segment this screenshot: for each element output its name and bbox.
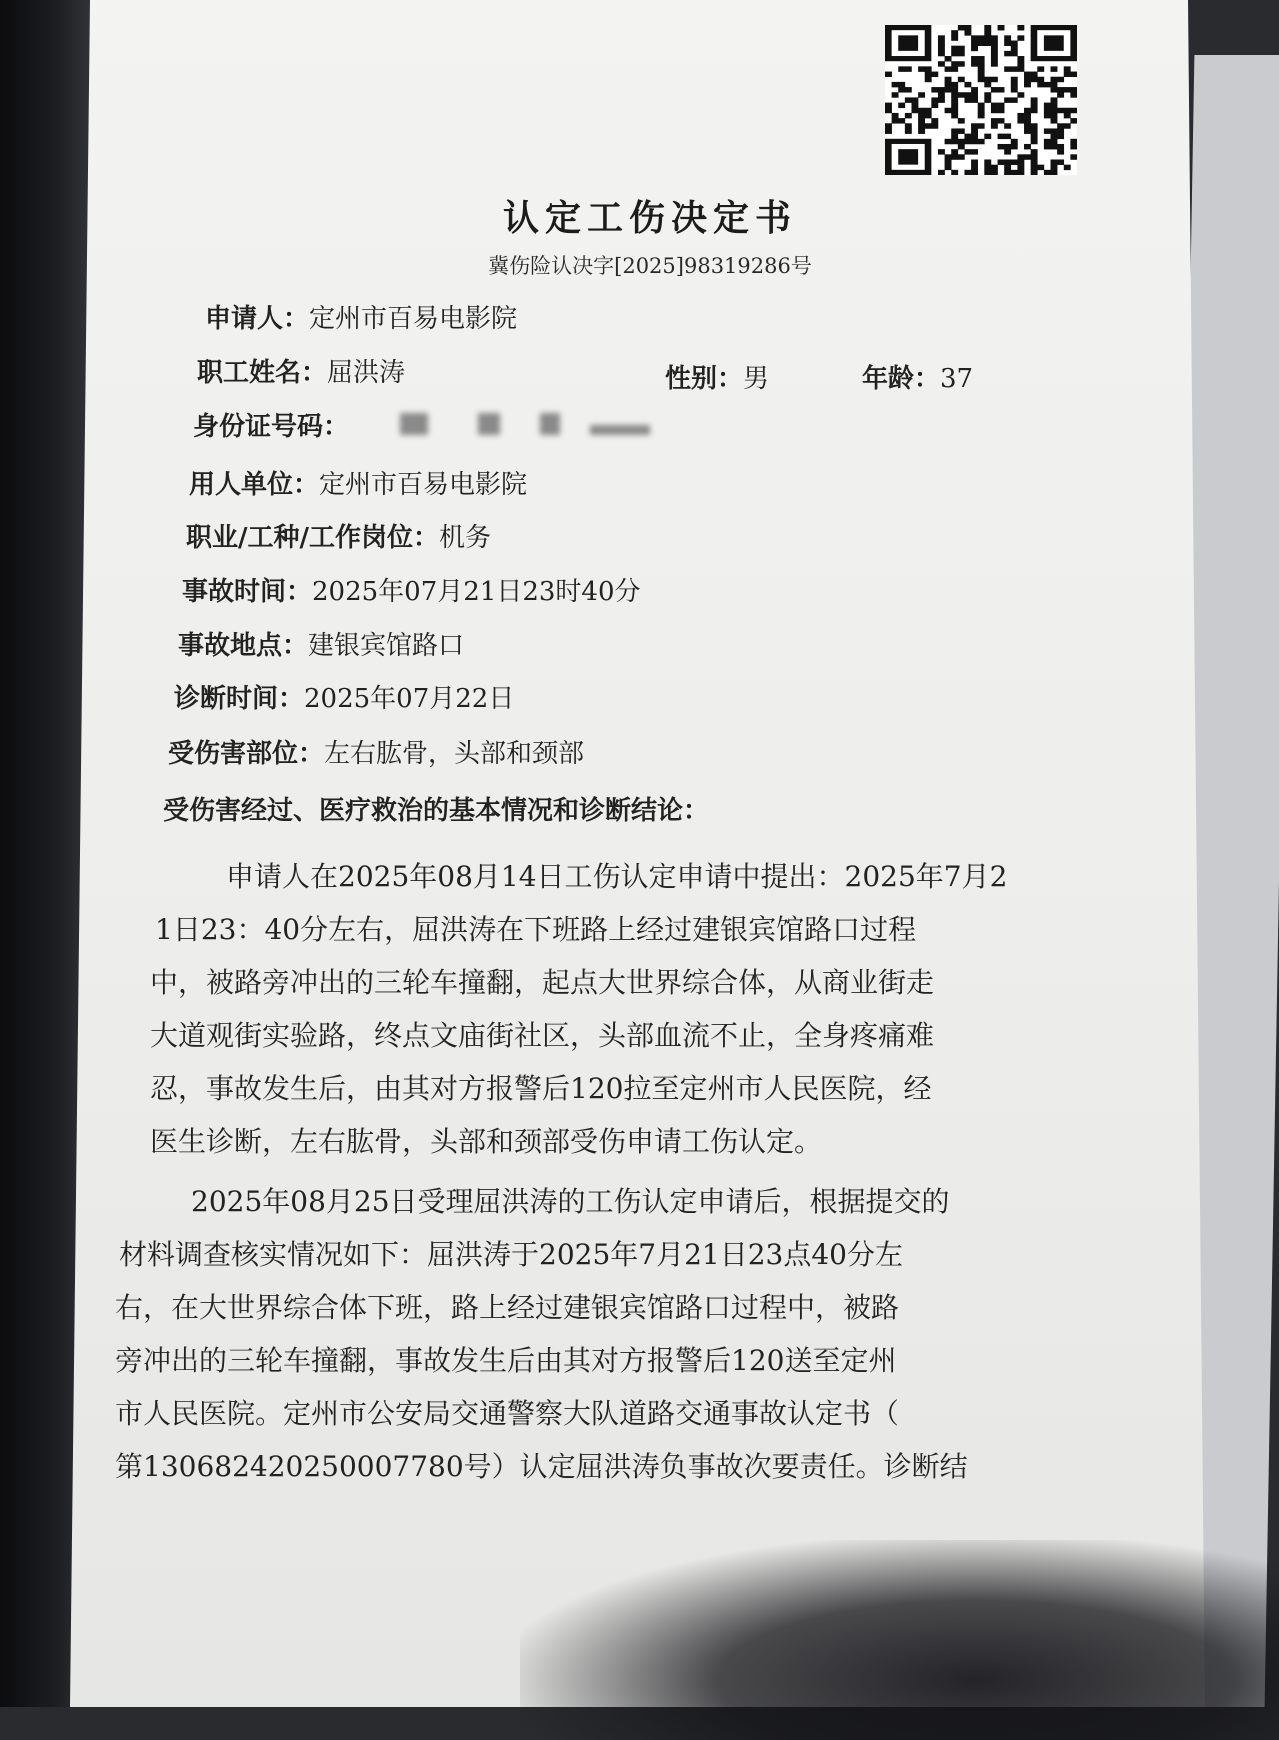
qr-code-icon — [885, 25, 1077, 175]
age-value: 37 — [940, 364, 974, 394]
occupation-field — [186, 517, 491, 554]
worker-name-field — [197, 352, 405, 389]
paragraph-line: 市人民医院。定州市公安局交通警察大队道路交通事故认定书（ — [115, 1397, 900, 1430]
employer-field — [189, 464, 527, 501]
document-title: 认定工伤决定书 — [502, 197, 797, 239]
applicant-field — [205, 298, 517, 335]
worker-name-label: 职工姓名： — [197, 358, 328, 388]
diagnosis-time-label: 诊断时间： — [174, 684, 305, 714]
paragraph-line: 1日23：40分左右，屈洪涛在下班路上经过建银宾馆路口过程 — [155, 913, 917, 946]
bottom-shadow — [520, 1540, 1279, 1740]
paragraph-line: 医生诊断，左右肱骨，头部和颈部受伤申请工伤认定。 — [150, 1125, 823, 1158]
applicant-label: 申请人： — [205, 304, 310, 334]
section-heading: 受伤害经过、医疗救治的基本情况和诊断结论： — [163, 796, 710, 826]
occupation-label: 职业/工种/工作岗位： — [186, 523, 439, 553]
injury-part-label: 受伤害部位： — [168, 739, 325, 769]
id-number-field — [193, 406, 349, 443]
accident-place-label: 事故地点： — [178, 631, 309, 661]
gender-label: 性别： — [665, 364, 744, 394]
redacted-id-block — [478, 413, 500, 435]
worker-name-value: 屈洪涛 — [327, 358, 406, 388]
occupation-value: 机务 — [439, 523, 492, 553]
age-field — [862, 358, 973, 395]
document-number: 冀伤险认决字[2025]98319286号 — [488, 254, 812, 278]
paragraph-line: 材料调查核实情况如下：屈洪涛于2025年7月21日23点40分左 — [119, 1238, 903, 1271]
paragraph-line: 申请人在2025年08月14日工伤认定申请中提出：2025年7月2 — [226, 860, 1008, 893]
age-label: 年龄： — [862, 364, 941, 394]
employer-label: 用人单位： — [189, 470, 320, 500]
redacted-id-block — [400, 413, 428, 435]
redacted-id-block — [540, 413, 560, 435]
redacted-id-block — [590, 425, 650, 435]
employer-value: 定州市百易电影院 — [319, 470, 528, 500]
diagnosis-time-value: 2025年07月22日 — [304, 684, 515, 714]
accident-time-field — [182, 571, 641, 608]
accident-place-field — [178, 625, 464, 662]
paragraph-line: 旁冲出的三轮车撞翻，事故发生后由其对方报警后120送至定州 — [115, 1344, 897, 1377]
paragraph-line: 2025年08月25日受理屈洪涛的工伤认定申请后，根据提交的 — [191, 1185, 950, 1218]
paragraph-line: 右，在大世界综合体下班，路上经过建银宾馆路口过程中，被路 — [115, 1291, 900, 1324]
paragraph-line: 第130682420250007780号）认定屈洪涛负事故次要责任。诊断结 — [115, 1450, 968, 1483]
id-number-label: 身份证号码： — [193, 412, 350, 442]
paragraph-1 — [150, 850, 1007, 1168]
diagnosis-time-field — [174, 678, 514, 715]
applicant-value: 定州市百易电影院 — [309, 304, 518, 334]
paragraph-line: 大道观街实验路，终点文庙街社区，头部血流不止，全身疼痛难 — [150, 1019, 935, 1052]
accident-time-label: 事故时间： — [182, 577, 313, 607]
gender-value: 男 — [743, 364, 770, 394]
injury-part-value: 左右肱骨，头部和颈部 — [324, 739, 585, 769]
injury-part-field — [168, 733, 584, 770]
paragraph-2 — [115, 1175, 968, 1493]
accident-time-value: 2025年07月21日23时40分 — [312, 577, 641, 607]
accident-place-value: 建银宾馆路口 — [308, 631, 465, 661]
paragraph-line: 中，被路旁冲出的三轮车撞翻，起点大世界综合体，从商业街走 — [150, 966, 935, 999]
gender-field — [665, 358, 769, 395]
paragraph-line: 忍，事故发生后，由其对方报警后120拉至定州市人民医院，经 — [150, 1072, 932, 1105]
